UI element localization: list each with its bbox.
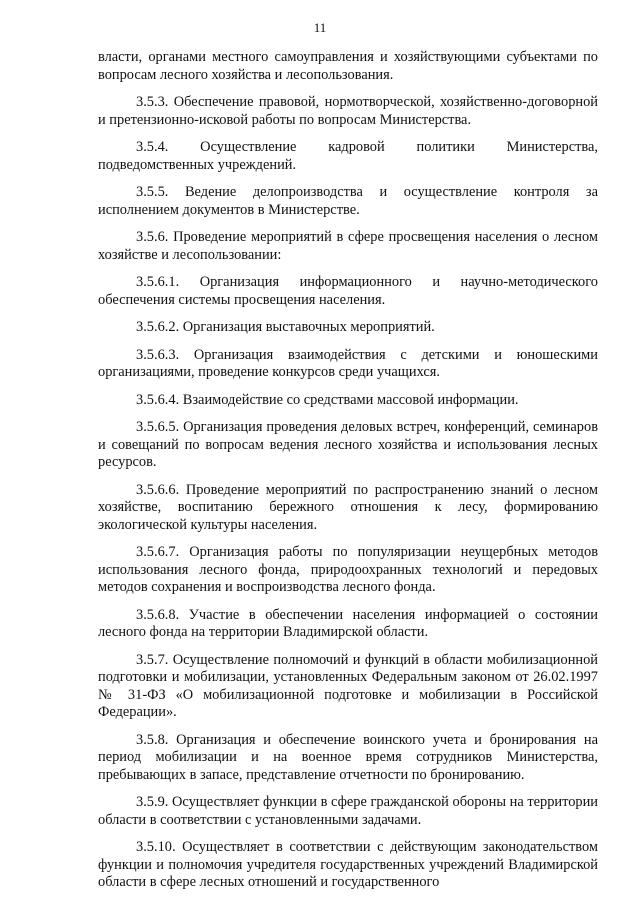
paragraph: 3.5.6.1. Организация информационного и научно-методического обеспечения системы просвещения населения. (98, 274, 598, 308)
paragraph: 3.5.7. Осуществление полномочий и функций в области мобилизационной подготовки и мобилизации, установленных Федеральным законом от 26.02.1997 № 31-ФЗ «О мобилизационной подготовке и мобилизации в Российской Федерации». (98, 651, 598, 720)
paragraph: 3.5.6.3. Организация взаимодействия с детскими и юношескими организациями, проведение конкурсов среди учащихся. (98, 346, 598, 380)
paragraph: 3.5.6. Проведение мероприятий в сфере просвещения населения о лесном хозяйстве и лесопользовании: (98, 229, 598, 263)
document-body (98, 49, 598, 892)
paragraph: 3.5.6.7. Организация работы по популяризации неущербных методов использования лесного фонда, природоохранных технологий и передовых методов сохранения и воспроизводства лесного фонда. (98, 544, 598, 595)
paragraph: 3.5.6.8. Участие в обеспечении населения информацией о состоянии лесного фонда на территории Владимирской области. (98, 606, 598, 640)
page-number: 11 (313, 20, 327, 35)
paragraph: 3.5.8. Организация и обеспечение воинского учета и бронирования на период мобилизации и на военное время сотрудников Министерства, пребывающих в запасе, представление отчетности по бронированию. (98, 731, 598, 783)
paragraph: 3.5.5. Ведение делопроизводства и осуществление контроля за исполнением документов в Министерстве. (98, 184, 598, 218)
paragraph: 3.5.6.6. Проведение мероприятий по распространению знаний о лесном хозяйстве, воспитанию бережного отношения к лесу, формированию экологической культуры населения. (98, 481, 598, 533)
paragraph: 3.5.6.4. Взаимодействие со средствами массовой информации. (136, 391, 519, 408)
paragraph: 3.5.4. Осуществление кадровой политики Министерства, подведомственных учреждений. (98, 139, 598, 173)
paragraph: 3.5.3. Обеспечение правовой, нормотворческой, хозяйственно-договорной и претензионно-исковой работы по вопросам Министерства. (98, 94, 598, 128)
paragraph: власти, органами местного самоуправления и хозяйствующими субъектами по вопросам лесного хозяйства и лесопользования. (98, 49, 598, 83)
paragraph: 3.5.6.5. Организация проведения деловых встреч, конференций, семинаров и совещаний по вопросам ведения лесного хозяйства и использования лесных ресурсов. (98, 419, 598, 470)
paragraph: 3.5.6.2. Организация выставочных мероприятий. (136, 319, 435, 335)
paragraph: 3.5.9. Осуществляет функции в сфере гражданской обороны на территории области в соответствии с установленными задачами. (98, 794, 598, 828)
paragraph: 3.5.10. Осуществляет в соответствии с действующим законодательством функции и полномочия учредителя государственных учреждений Владимирской области в сфере лесных отношений и государственного (98, 839, 598, 890)
